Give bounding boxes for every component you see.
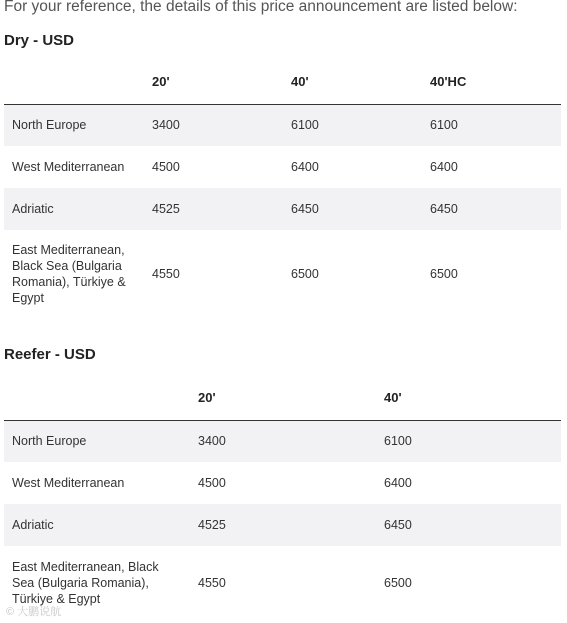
table-row	[4, 230, 561, 318]
table-row	[4, 462, 561, 504]
price-cell: 4500	[152, 160, 180, 174]
price-cell: 6500	[384, 576, 412, 590]
dry-price-table	[4, 60, 561, 318]
region-cell: North Europe	[4, 104, 144, 146]
region-cell: Adriatic	[4, 188, 144, 230]
price-cell: 6500	[430, 267, 458, 281]
intro-text: For your reference, the details of this price announcement are listed below:	[4, 0, 518, 15]
price-cell: 4525	[190, 504, 376, 546]
table-row	[4, 420, 561, 462]
price-cell: 6450	[422, 188, 561, 230]
table-row	[4, 146, 561, 188]
region-cell: East Mediterranean, Black Sea (Bulgaria Romania), Türkiye & Egypt	[12, 243, 126, 305]
price-cell: 6100	[422, 104, 561, 146]
price-cell: 3400	[144, 104, 283, 146]
price-cell: 6450	[376, 504, 561, 546]
watermark: © 大鹏说航	[6, 606, 62, 618]
price-cell: 4525	[144, 188, 283, 230]
reefer-header-region	[4, 376, 190, 420]
reefer-header-20ft: 20'	[190, 376, 376, 420]
price-cell: 6400	[384, 476, 412, 490]
price-cell: 4550	[198, 576, 226, 590]
price-cell: 6400	[291, 160, 319, 174]
price-cell: 4550	[152, 267, 180, 281]
table-row	[4, 104, 561, 146]
dry-header-row	[4, 60, 561, 104]
dry-header-20ft: 20'	[144, 60, 283, 104]
reefer-price-table	[4, 376, 561, 620]
dry-header-region	[4, 60, 144, 104]
price-cell: 6500	[291, 267, 319, 281]
dry-header-40ft: 40'	[283, 60, 422, 104]
region-cell: East Mediterranean, Black Sea (Bulgaria Romania), Türkiye & Egypt	[12, 560, 159, 606]
table-row	[4, 188, 561, 230]
reefer-header-row	[4, 376, 561, 420]
region-cell: North Europe	[4, 420, 190, 462]
price-cell: 6100	[376, 420, 561, 462]
reefer-section-title: Reefer - USD	[4, 346, 96, 363]
table-row	[4, 546, 561, 620]
price-cell: 3400	[190, 420, 376, 462]
region-cell: Adriatic	[4, 504, 190, 546]
price-cell: 6100	[283, 104, 422, 146]
reefer-header-40ft: 40'	[376, 376, 561, 420]
price-cell: 6450	[283, 188, 422, 230]
price-cell: 4500	[198, 476, 226, 490]
region-cell: West Mediterranean	[12, 476, 125, 490]
dry-header-40hc: 40'HC	[422, 60, 561, 104]
region-cell: West Mediterranean	[12, 160, 125, 174]
price-cell: 6400	[430, 160, 458, 174]
table-row	[4, 504, 561, 546]
dry-section-title: Dry - USD	[4, 32, 75, 49]
